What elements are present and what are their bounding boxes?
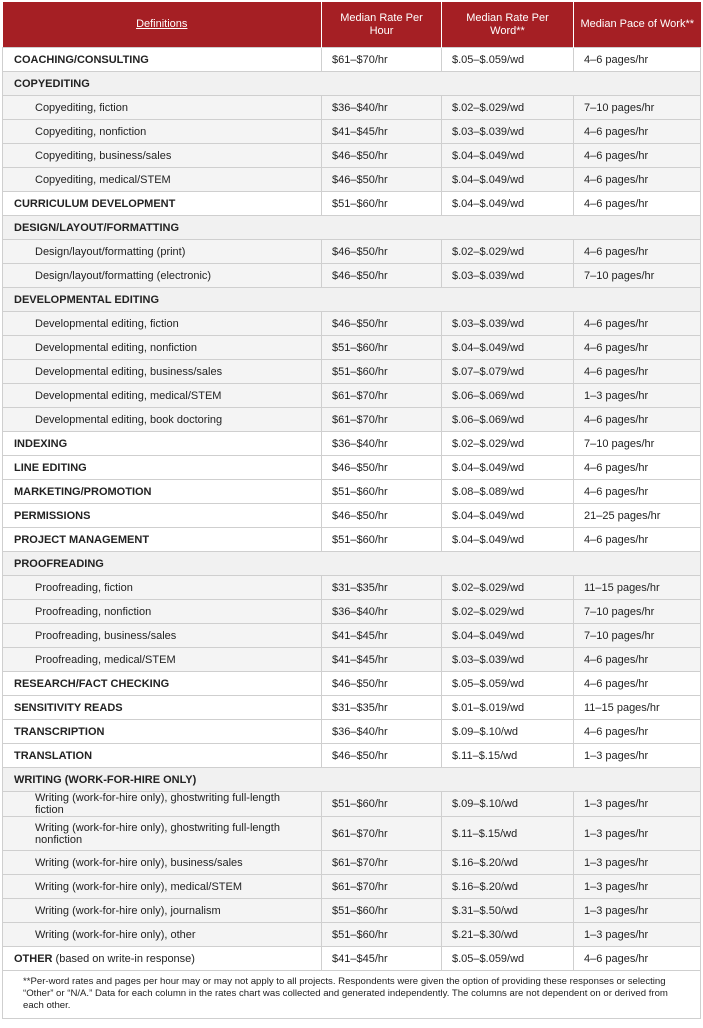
rate-per-word-cell: $.11–$.15/wd — [442, 817, 574, 851]
rate-per-hour-cell: $51–$60/hr — [322, 792, 442, 817]
rate-per-word-cell: $.04–$.049/wd — [442, 504, 574, 528]
rate-per-word-cell: $.31–$.50/wd — [442, 899, 574, 923]
pace-cell: 1–3 pages/hr — [574, 744, 701, 768]
rate-per-word-cell: $.05–$.059/wd — [442, 672, 574, 696]
rate-per-word-cell: $.04–$.049/wd — [442, 456, 574, 480]
rate-per-hour-cell: $46–$50/hr — [322, 264, 442, 288]
rate-per-word-cell: $.16–$.20/wd — [442, 851, 574, 875]
pace-cell: 1–3 pages/hr — [574, 817, 701, 851]
row-label-text: OTHER — [14, 952, 53, 965]
row-label-text: Writing (work-for-hire only), journalism — [35, 904, 221, 917]
table-row — [3, 240, 701, 264]
rate-per-hour-cell: $31–$35/hr — [322, 576, 442, 600]
row-label — [3, 720, 322, 744]
pace-cell: 1–3 pages/hr — [574, 923, 701, 947]
rate-per-word-cell: $.04–$.049/wd — [442, 528, 574, 552]
row-label — [3, 432, 322, 456]
definitions-link[interactable]: Definitions — [136, 18, 188, 30]
pace-cell: 4–6 pages/hr — [574, 528, 701, 552]
pace-cell: 4–6 pages/hr — [574, 240, 701, 264]
pace-cell: 7–10 pages/hr — [574, 264, 701, 288]
table-row — [3, 336, 701, 360]
row-label — [3, 504, 322, 528]
pace-of-work-header: Median Pace of Work** — [574, 2, 701, 48]
rate-per-hour-cell: $51–$60/hr — [322, 899, 442, 923]
row-label — [3, 288, 701, 312]
rate-per-word-cell: $.09–$.10/wd — [442, 792, 574, 817]
row-label-text: Proofreading, business/sales — [35, 629, 177, 642]
rate-per-word-cell: $.04–$.049/wd — [442, 168, 574, 192]
pace-cell: 4–6 pages/hr — [574, 480, 701, 504]
table-row — [3, 192, 701, 216]
row-label — [3, 384, 322, 408]
rate-per-hour-cell: $36–$40/hr — [322, 720, 442, 744]
pace-cell: 4–6 pages/hr — [574, 672, 701, 696]
pace-cell: 1–3 pages/hr — [574, 851, 701, 875]
pace-cell: 4–6 pages/hr — [574, 947, 701, 971]
rates-chart — [2, 2, 700, 1019]
table-row — [3, 768, 701, 792]
table-row — [3, 264, 701, 288]
row-label-text: Copyediting, medical/STEM — [35, 173, 171, 186]
table-row — [3, 312, 701, 336]
table-row — [3, 851, 701, 875]
rate-per-word-cell: $.04–$.049/wd — [442, 192, 574, 216]
pace-cell: 21–25 pages/hr — [574, 504, 701, 528]
rate-per-word-cell: $.03–$.039/wd — [442, 264, 574, 288]
rate-per-hour-cell: $41–$45/hr — [322, 120, 442, 144]
row-label — [3, 264, 322, 288]
row-label — [3, 696, 322, 720]
definitions-header[interactable] — [3, 2, 322, 48]
pace-cell: 7–10 pages/hr — [574, 600, 701, 624]
rate-per-word-cell: $.03–$.039/wd — [442, 312, 574, 336]
rate-per-word-cell: $.07–$.079/wd — [442, 360, 574, 384]
row-label-text: Proofreading, medical/STEM — [35, 653, 176, 666]
row-label-text: COPYEDITING — [14, 77, 90, 90]
rate-per-word-cell: $.01–$.019/wd — [442, 696, 574, 720]
row-label — [3, 648, 322, 672]
row-label — [3, 192, 322, 216]
row-label-text: DESIGN/LAYOUT/FORMATTING — [14, 221, 179, 234]
rate-per-word-cell: $.05–$.059/wd — [442, 48, 574, 72]
table-row — [3, 576, 701, 600]
row-label-text: Writing (work-for-hire only), ghostwriting full-length fiction — [35, 792, 280, 816]
rate-per-hour-cell: $61–$70/hr — [322, 875, 442, 899]
row-label — [3, 600, 322, 624]
rate-per-word-cell: $.05–$.059/wd — [442, 947, 574, 971]
row-label-text: CURRICULUM DEVELOPMENT — [14, 197, 176, 210]
table-header-row — [3, 2, 701, 48]
pace-cell: 4–6 pages/hr — [574, 648, 701, 672]
rate-per-hour-cell: $41–$45/hr — [322, 624, 442, 648]
rate-per-word-cell: $.21–$.30/wd — [442, 923, 574, 947]
row-label — [3, 240, 322, 264]
footnote: **Per-word rates and pages per hour may or may not apply to all projects. Respondents were given the option of providing these responses or selecting “Other” or “N/A.” Data for each column in the rates chart was collected and generated independently. The columns are not dependent on or derived from each other. — [3, 971, 701, 1019]
row-label — [3, 875, 322, 899]
row-label-text: TRANSLATION — [14, 749, 93, 762]
rate-per-word-cell: $.09–$.10/wd — [442, 720, 574, 744]
rate-per-hour-cell: $46–$50/hr — [322, 672, 442, 696]
row-label-text: Copyediting, nonfiction — [35, 125, 147, 138]
pace-cell: 1–3 pages/hr — [574, 384, 701, 408]
table-body — [3, 48, 701, 1019]
table-row — [3, 792, 701, 817]
rate-per-word-cell: $.08–$.089/wd — [442, 480, 574, 504]
pace-cell: 7–10 pages/hr — [574, 96, 701, 120]
rate-per-hour-cell: $51–$60/hr — [322, 923, 442, 947]
row-label-text: PROJECT MANAGEMENT — [14, 533, 150, 546]
rate-per-hour-cell: $51–$60/hr — [322, 480, 442, 504]
table-row — [3, 456, 701, 480]
pace-cell: 4–6 pages/hr — [574, 720, 701, 744]
row-label-text: RESEARCH/FACT CHECKING — [14, 677, 170, 690]
rate-per-hour-cell: $51–$60/hr — [322, 192, 442, 216]
pace-cell: 11–15 pages/hr — [574, 576, 701, 600]
rate-per-hour-cell: $46–$50/hr — [322, 240, 442, 264]
pace-cell: 4–6 pages/hr — [574, 360, 701, 384]
pace-cell: 4–6 pages/hr — [574, 144, 701, 168]
rate-per-word-cell: $.02–$.029/wd — [442, 600, 574, 624]
rate-per-word-cell: $.02–$.029/wd — [442, 96, 574, 120]
row-label-text: Writing (work-for-hire only), business/sales — [35, 856, 243, 869]
rate-per-word-cell: $.04–$.049/wd — [442, 336, 574, 360]
row-label — [3, 528, 322, 552]
row-label-text: Developmental editing, medical/STEM — [35, 389, 222, 402]
row-label-text: TRANSCRIPTION — [14, 725, 105, 738]
row-label — [3, 817, 322, 851]
row-label-text: Design/layout/formatting (print) — [35, 245, 186, 258]
row-label-text: Copyediting, business/sales — [35, 149, 172, 162]
rate-per-hour-cell: $41–$45/hr — [322, 648, 442, 672]
rate-per-word-header: Median Rate Per Word** — [442, 2, 574, 48]
row-label — [3, 216, 701, 240]
row-label-text: Proofreading, nonfiction — [35, 605, 152, 618]
table-row — [3, 648, 701, 672]
row-label — [3, 672, 322, 696]
table-row — [3, 120, 701, 144]
rate-per-hour-cell: $61–$70/hr — [322, 408, 442, 432]
table-row — [3, 504, 701, 528]
row-label-note: (based on write-in response) — [52, 952, 195, 965]
row-label-text: Developmental editing, book doctoring — [35, 413, 223, 426]
table-row — [3, 923, 701, 947]
rate-per-word-cell: $.02–$.029/wd — [442, 432, 574, 456]
table-row — [3, 288, 701, 312]
rate-per-word-cell: $.04–$.049/wd — [442, 624, 574, 648]
row-label — [3, 360, 322, 384]
row-label — [3, 120, 322, 144]
table-row — [3, 947, 701, 971]
rate-per-word-cell: $.06–$.069/wd — [442, 408, 574, 432]
rate-per-hour-cell: $46–$50/hr — [322, 144, 442, 168]
row-label-text: PROOFREADING — [14, 557, 104, 570]
table-row — [3, 624, 701, 648]
rate-per-word-cell: $.03–$.039/wd — [442, 120, 574, 144]
rate-per-hour-cell: $61–$70/hr — [322, 817, 442, 851]
rate-per-word-cell: $.02–$.029/wd — [442, 240, 574, 264]
rate-per-hour-cell: $46–$50/hr — [322, 168, 442, 192]
rate-per-word-cell: $.03–$.039/wd — [442, 648, 574, 672]
rate-per-hour-cell: $51–$60/hr — [322, 528, 442, 552]
table-row — [3, 528, 701, 552]
row-label — [3, 144, 322, 168]
pace-cell: 7–10 pages/hr — [574, 432, 701, 456]
table-row — [3, 72, 701, 96]
pace-cell: 4–6 pages/hr — [574, 312, 701, 336]
row-label — [3, 72, 701, 96]
pace-cell: 4–6 pages/hr — [574, 168, 701, 192]
row-label-text: Copyediting, fiction — [35, 101, 128, 114]
pace-cell: 11–15 pages/hr — [574, 696, 701, 720]
row-label — [3, 923, 322, 947]
row-label-text: MARKETING/PROMOTION — [14, 485, 152, 498]
row-label — [3, 899, 322, 923]
row-label — [3, 792, 322, 817]
table-row — [3, 384, 701, 408]
rate-per-word-cell: $.06–$.069/wd — [442, 384, 574, 408]
table-row — [3, 360, 701, 384]
rate-per-hour-header: Median Rate Per Hour — [322, 2, 442, 48]
rate-per-hour-cell: $36–$40/hr — [322, 432, 442, 456]
row-label — [3, 624, 322, 648]
pace-cell: 4–6 pages/hr — [574, 336, 701, 360]
row-label — [3, 336, 322, 360]
table-row — [3, 672, 701, 696]
table-row — [3, 552, 701, 576]
row-label — [3, 312, 322, 336]
row-label-text: Proofreading, fiction — [35, 581, 133, 594]
table-row — [3, 216, 701, 240]
table-row — [3, 96, 701, 120]
row-label-text: WRITING (WORK-FOR-HIRE ONLY) — [14, 773, 197, 786]
table-row — [3, 817, 701, 851]
rate-per-hour-cell: $51–$60/hr — [322, 336, 442, 360]
row-label — [3, 576, 322, 600]
table-row — [3, 720, 701, 744]
rate-per-hour-cell: $51–$60/hr — [322, 360, 442, 384]
rate-per-hour-cell: $31–$35/hr — [322, 696, 442, 720]
rate-per-hour-cell: $61–$70/hr — [322, 384, 442, 408]
row-label-text: SENSITIVITY READS — [14, 701, 123, 714]
row-label-text: LINE EDITING — [14, 461, 87, 474]
pace-cell: 1–3 pages/hr — [574, 899, 701, 923]
row-label-text: COACHING/CONSULTING — [14, 53, 149, 66]
rate-per-word-cell: $.16–$.20/wd — [442, 875, 574, 899]
rate-per-hour-cell: $41–$45/hr — [322, 947, 442, 971]
table-row — [3, 696, 701, 720]
table-row — [3, 168, 701, 192]
row-label — [3, 408, 322, 432]
rate-per-hour-cell: $61–$70/hr — [322, 851, 442, 875]
rate-per-word-cell: $.04–$.049/wd — [442, 144, 574, 168]
pace-cell: 4–6 pages/hr — [574, 456, 701, 480]
pace-cell: 4–6 pages/hr — [574, 120, 701, 144]
table-row — [3, 48, 701, 72]
rate-per-word-cell: $.02–$.029/wd — [442, 576, 574, 600]
table-row — [3, 432, 701, 456]
rate-per-hour-cell: $36–$40/hr — [322, 96, 442, 120]
rate-per-hour-cell: $46–$50/hr — [322, 744, 442, 768]
row-label-text: Developmental editing, fiction — [35, 317, 179, 330]
row-label — [3, 168, 322, 192]
rate-per-word-cell: $.11–$.15/wd — [442, 744, 574, 768]
row-label-text: PERMISSIONS — [14, 509, 91, 522]
row-label-text: Writing (work-for-hire only), medical/STEM — [35, 880, 243, 893]
footnote-row — [3, 971, 701, 1019]
table-row — [3, 144, 701, 168]
row-label-text: Writing (work-for-hire only), other — [35, 928, 196, 941]
row-label — [3, 48, 322, 72]
row-label — [3, 851, 322, 875]
row-label — [3, 768, 701, 792]
table-row — [3, 875, 701, 899]
rate-per-hour-cell: $36–$40/hr — [322, 600, 442, 624]
row-label-text: Design/layout/formatting (electronic) — [35, 269, 212, 282]
row-label-text: INDEXING — [14, 437, 68, 450]
table-row — [3, 480, 701, 504]
row-label-text: Developmental editing, business/sales — [35, 365, 223, 378]
pace-cell: 1–3 pages/hr — [574, 875, 701, 899]
row-label — [3, 96, 322, 120]
row-label — [3, 456, 322, 480]
rate-per-hour-cell: $61–$70/hr — [322, 48, 442, 72]
table-row — [3, 600, 701, 624]
row-label — [3, 947, 322, 971]
row-label — [3, 744, 322, 768]
row-label-text: Developmental editing, nonfiction — [35, 341, 198, 354]
rates-table — [2, 2, 701, 1019]
pace-cell: 1–3 pages/hr — [574, 792, 701, 817]
row-label — [3, 552, 701, 576]
table-row — [3, 744, 701, 768]
rate-per-hour-cell: $46–$50/hr — [322, 504, 442, 528]
pace-cell: 4–6 pages/hr — [574, 192, 701, 216]
table-row — [3, 899, 701, 923]
table-row — [3, 408, 701, 432]
pace-cell: 4–6 pages/hr — [574, 48, 701, 72]
row-label-text: DEVELOPMENTAL EDITING — [14, 293, 160, 306]
pace-cell: 4–6 pages/hr — [574, 408, 701, 432]
row-label-text: Writing (work-for-hire only), ghostwriting full-length nonfiction — [35, 821, 280, 846]
rate-per-hour-cell: $46–$50/hr — [322, 456, 442, 480]
row-label — [3, 480, 322, 504]
pace-cell: 7–10 pages/hr — [574, 624, 701, 648]
rate-per-hour-cell: $46–$50/hr — [322, 312, 442, 336]
